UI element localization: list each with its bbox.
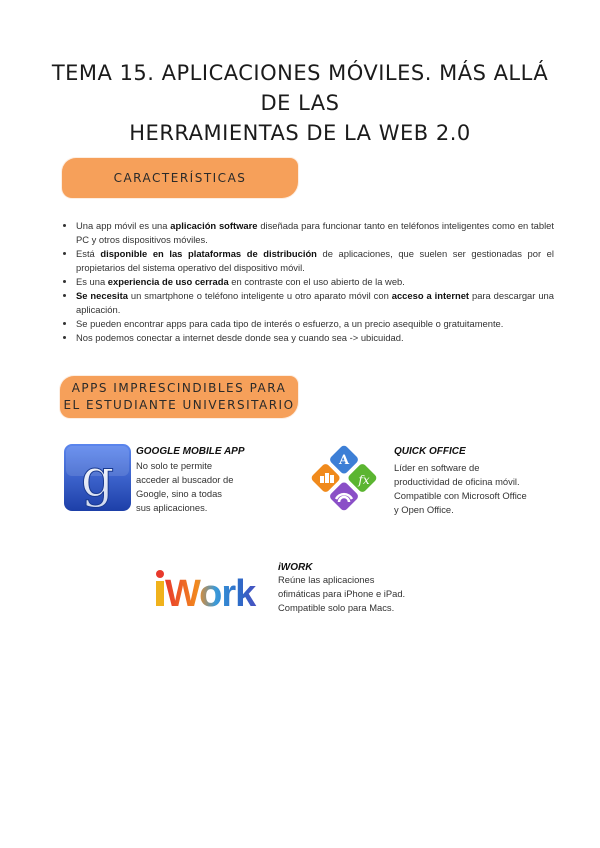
app-desc-line: Google, sino a todas bbox=[136, 488, 222, 499]
app-desc-line: acceder al buscador de bbox=[136, 474, 234, 485]
section-banner-apps bbox=[60, 376, 298, 418]
svg-text:g: g bbox=[80, 449, 115, 509]
page-title bbox=[40, 58, 560, 148]
google-g-icon bbox=[64, 444, 131, 511]
text-segment: en contraste con el uso abierto de la web. bbox=[228, 276, 405, 287]
bold-text: aplicación software bbox=[170, 220, 258, 231]
svg-text:Work: Work bbox=[165, 573, 256, 614]
app-desc-line: productividad de oficina móvil. bbox=[394, 476, 520, 487]
app-name-iwork: iWORK bbox=[278, 562, 313, 573]
app-desc-google bbox=[136, 459, 233, 515]
app-desc-quickoffice bbox=[394, 461, 527, 517]
text-segment: Está bbox=[76, 248, 101, 259]
text-segment: Una app móvil es una bbox=[76, 220, 171, 231]
section-banner-caracteristicas bbox=[62, 158, 298, 198]
text-segment: diseñada para funcionar tanto en teléfonos inteligentes como en tablet PC y otros dispositivos móviles. bbox=[76, 220, 554, 245]
text-segment: Nos podemos conectar a internet desde donde sea y cuando sea -> ubicuidad. bbox=[76, 332, 404, 343]
app-name-quickoffice: QUICK OFFICE bbox=[394, 446, 466, 457]
text-segment: para descargar una aplicación. bbox=[76, 290, 554, 315]
section-heading-line-2: EL ESTUDIANTE UNIVERSITARIO bbox=[63, 398, 295, 412]
svg-text:A: A bbox=[338, 453, 350, 468]
bold-text: experiencia de uso cerrada bbox=[107, 276, 229, 287]
app-desc-line: Compatible con Microsoft Office bbox=[394, 490, 527, 501]
page-title-line-1: TEMA 15. APLICACIONES MÓVILES. MÁS ALLÁ DE LAS bbox=[51, 61, 549, 115]
list-item bbox=[76, 219, 554, 247]
list-item bbox=[76, 331, 554, 345]
app-desc-iwork bbox=[278, 573, 405, 615]
section-heading-line-1: APPS IMPRESCINDIBLES PARA bbox=[71, 381, 287, 395]
text-segment: Es una bbox=[76, 276, 108, 287]
text-segment: Se pueden encontrar apps para cada tipo de interés o esfuerzo, a un precio asequible o gratuitamente. bbox=[76, 318, 504, 329]
app-name-google: GOOGLE MOBILE APP bbox=[136, 446, 245, 457]
list-item bbox=[76, 247, 554, 275]
app-desc-line: sus aplicaciones. bbox=[136, 502, 208, 513]
bold-text: disponible en las plataformas de distribución bbox=[100, 248, 317, 259]
section-heading: CARACTERÍSTICAS bbox=[113, 171, 247, 185]
list-item bbox=[76, 317, 554, 331]
bold-text: Se necesita bbox=[76, 290, 128, 301]
quickoffice-icon bbox=[306, 440, 382, 516]
svg-text:fx: fx bbox=[358, 473, 370, 487]
characteristics-list bbox=[62, 219, 554, 345]
list-item bbox=[76, 275, 554, 289]
app-desc-line: Compatible solo para Macs. bbox=[278, 602, 395, 613]
app-desc-line: No solo te permite bbox=[136, 460, 213, 471]
page-title-line-2: HERRAMIENTAS DE LA WEB 2.0 bbox=[129, 121, 471, 145]
bold-text: acceso a internet bbox=[391, 290, 470, 301]
iwork-logo bbox=[152, 566, 268, 614]
text-segment: un smartphone o teléfono inteligente u otro aparato móvil con bbox=[127, 290, 392, 301]
app-desc-line: y Open Office. bbox=[394, 504, 454, 515]
app-desc-line: Líder en software de bbox=[394, 462, 480, 473]
app-desc-line: Reúne las aplicaciones bbox=[278, 574, 375, 585]
text-segment: de aplicaciones, que suelen ser gestionadas por el propietarios del sistema operativo del dispositivo móvil. bbox=[76, 248, 554, 273]
app-desc-line: ofimáticas para iPhone e iPad. bbox=[278, 588, 406, 599]
list-item bbox=[76, 289, 554, 317]
